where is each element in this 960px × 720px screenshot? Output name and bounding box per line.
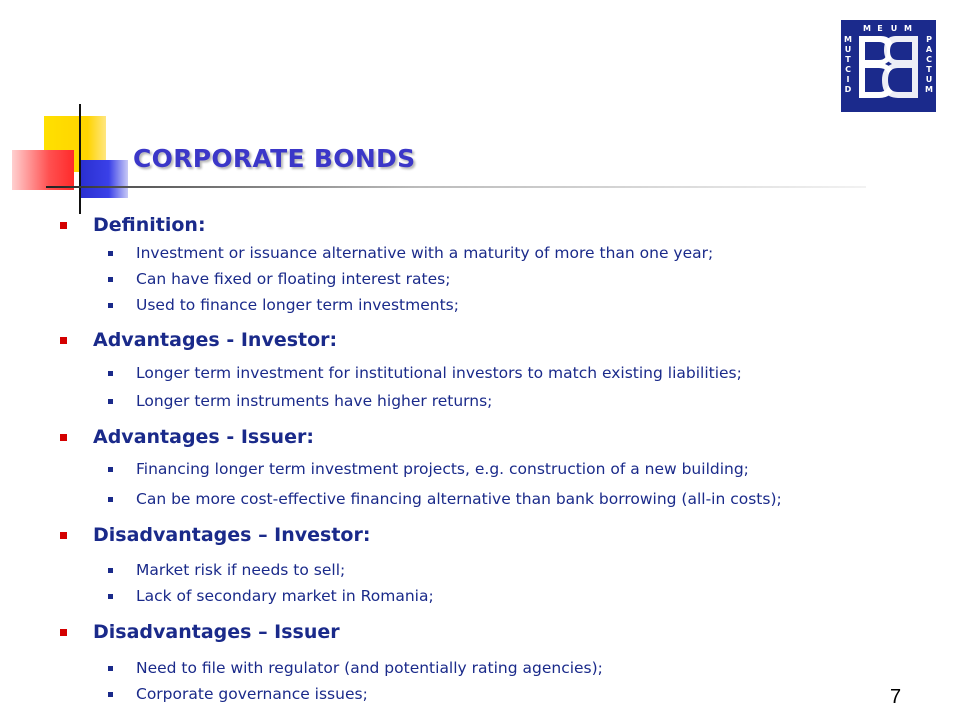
section-bullet-icon: [60, 434, 67, 441]
bullet-icon: [108, 399, 113, 404]
list-item-text: Market risk if needs to sell;: [136, 561, 346, 579]
title-underline: [46, 186, 866, 188]
list-item: [108, 561, 345, 579]
list-item: [108, 685, 368, 703]
section-heading-text: Advantages - Investor:: [93, 329, 338, 351]
bullet-icon: [108, 666, 113, 671]
bullet-icon: [108, 467, 113, 472]
decorative-vertical-line: [79, 104, 81, 214]
section-heading: [60, 621, 340, 643]
list-item-text: Corporate governance issues;: [136, 685, 368, 703]
logo-letter: T: [926, 65, 932, 74]
logo-letter: C: [926, 55, 932, 64]
list-item: [108, 364, 742, 382]
decorative-red-square: [12, 150, 74, 190]
list-item: [108, 659, 603, 677]
bullet-icon: [108, 692, 113, 697]
section-heading: [60, 524, 370, 546]
list-item: [108, 490, 782, 508]
logo-letter: U: [844, 45, 852, 54]
logo-letter: E: [877, 24, 883, 33]
list-item-text: Used to finance longer term investments;: [136, 296, 459, 314]
page-number: 7: [890, 686, 902, 708]
decorative-blue-square: [80, 160, 128, 198]
list-item-text: Lack of secondary market in Romania;: [136, 587, 434, 605]
bullet-icon: [108, 277, 113, 282]
section-heading: [60, 329, 337, 351]
logo-letter: M: [904, 24, 912, 33]
logo-letter: C: [845, 65, 851, 74]
list-item: [108, 244, 713, 262]
section-heading: [60, 214, 206, 236]
logo-letter: A: [925, 45, 933, 54]
section-heading-text: Disadvantages – Investor:: [93, 524, 371, 546]
list-item-text: Investment or issuance alternative with a maturity of more than one year;: [136, 244, 714, 262]
list-item-text: Can have fixed or floating interest rates;: [136, 270, 451, 288]
section-heading-text: Definition:: [93, 214, 206, 236]
section-bullet-icon: [60, 629, 67, 636]
bullet-icon: [108, 251, 113, 256]
logo-letter: M: [844, 35, 852, 44]
list-item: [108, 587, 434, 605]
section-bullet-icon: [60, 337, 67, 344]
bullet-icon: [108, 497, 113, 502]
bullet-icon: [108, 371, 113, 376]
logo-letter: M: [925, 85, 933, 94]
bullet-icon: [108, 303, 113, 308]
list-item-text: Longer term instruments have higher returns;: [136, 392, 493, 410]
logo-letter: P: [926, 35, 932, 44]
list-item: [108, 460, 749, 478]
logo-letter: I: [846, 75, 850, 84]
logo-letter: U: [925, 75, 933, 84]
section-bullet-icon: [60, 532, 67, 539]
logo-letter: T: [845, 55, 851, 64]
list-item: [108, 270, 450, 288]
list-item-text: Financing longer term investment projects, e.g. construction of a new building;: [136, 460, 749, 478]
bullet-icon: [108, 568, 113, 573]
logo-monogram: [859, 36, 918, 98]
list-item-text: Longer term investment for institutional investors to match existing liabilities;: [136, 364, 742, 382]
bullet-icon: [108, 594, 113, 599]
slide-title: CORPORATE BONDS: [133, 144, 416, 173]
list-item-text: Need to file with regulator (and potentially rating agencies);: [136, 659, 603, 677]
section-heading-text: Advantages - Issuer:: [93, 426, 314, 448]
section-heading-text: Disadvantages – Issuer: [93, 621, 340, 643]
list-item: [108, 296, 459, 314]
list-item: [108, 392, 492, 410]
logo-letter: M: [863, 24, 871, 33]
logo-letter: U: [890, 24, 898, 33]
list-item-text: Can be more cost-effective financing alternative than bank borrowing (all-in costs);: [136, 490, 782, 508]
section-heading: [60, 426, 314, 448]
bucharest-stock-exchange-logo: [841, 20, 936, 112]
logo-letter: D: [844, 85, 852, 94]
section-bullet-icon: [60, 222, 67, 229]
